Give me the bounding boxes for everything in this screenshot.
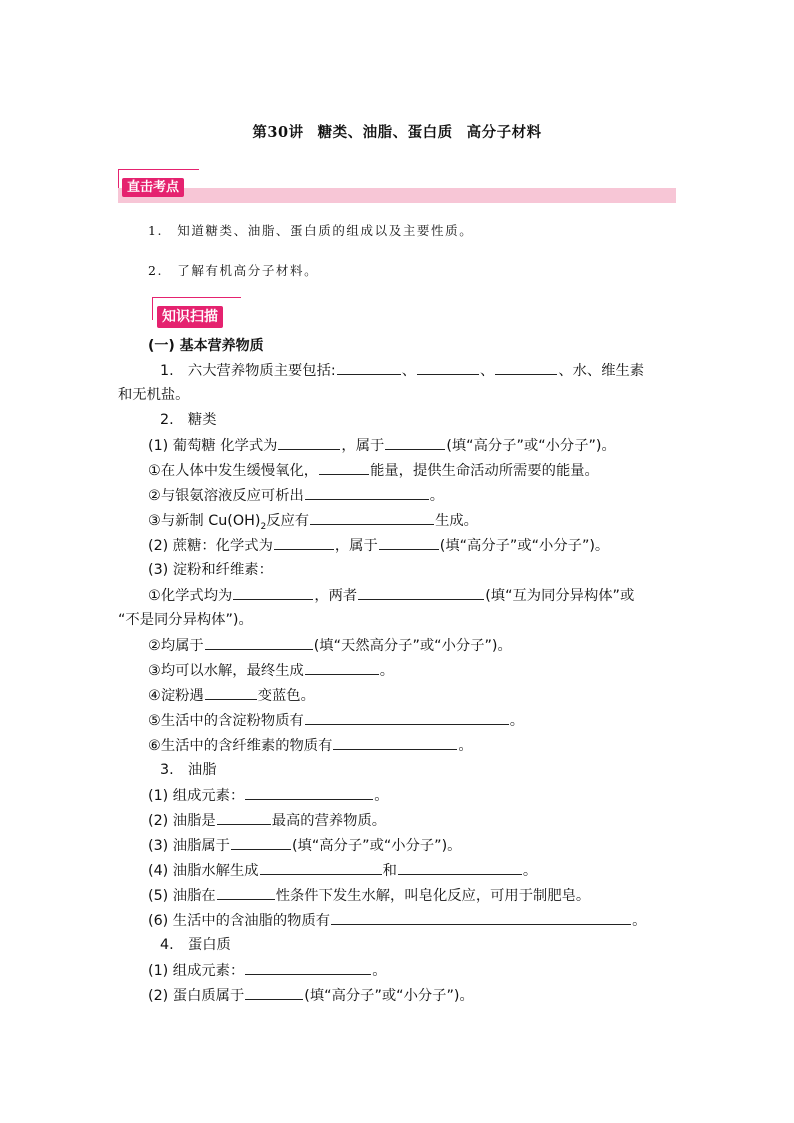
objective-item-2: 2. 了解有机高分子材料。 bbox=[148, 263, 319, 278]
objective-item-1: 1. 知道糖类、油脂、蛋白质的组成以及主要性质。 bbox=[148, 223, 474, 238]
fill-blank[interactable] bbox=[217, 810, 271, 825]
text-line bbox=[148, 710, 524, 731]
fill-blank[interactable] bbox=[417, 360, 479, 375]
fill-blank[interactable] bbox=[217, 885, 275, 900]
fill-blank[interactable] bbox=[379, 535, 439, 550]
line-text: 。 bbox=[429, 488, 445, 504]
fill-blank[interactable] bbox=[305, 485, 429, 500]
text-line bbox=[148, 660, 394, 681]
fill-blank[interactable] bbox=[333, 735, 457, 750]
text-line bbox=[148, 835, 461, 856]
fill-blank[interactable] bbox=[245, 985, 303, 1000]
line-text: 。 bbox=[379, 663, 395, 679]
line-text: ③与新制 Cu(OH) bbox=[148, 513, 261, 529]
text-line: 和无机盐。 bbox=[118, 387, 190, 403]
line-text: 、 bbox=[401, 363, 417, 379]
text-line bbox=[148, 635, 512, 656]
line-text: ，两者 bbox=[314, 588, 358, 604]
text-line bbox=[160, 360, 644, 381]
line-text: 性条件下发生水解，叫皂化反应，可用于制肥皂。 bbox=[275, 888, 591, 904]
line-text: ⑤生活中的含淀粉物质有 bbox=[148, 713, 304, 729]
line-text: (6) 生活中的含油脂的物质有 bbox=[148, 913, 331, 929]
line-text: 反应有 bbox=[266, 513, 310, 529]
line-text: ，属于 bbox=[334, 538, 378, 554]
line-text: 。 bbox=[374, 788, 389, 804]
fill-blank[interactable] bbox=[310, 510, 434, 525]
line-text: (填“高分子”或“小分子”)。 bbox=[304, 988, 474, 1004]
line-text: (1) 组成元素： bbox=[148, 788, 245, 804]
text-line bbox=[148, 885, 590, 906]
line-text: ⑥生活中的含纤维素的物质有 bbox=[148, 738, 333, 754]
text-line: 2. 糖类 bbox=[160, 412, 217, 428]
text-line bbox=[148, 535, 609, 556]
fill-blank[interactable] bbox=[495, 360, 557, 375]
fill-blank[interactable] bbox=[233, 585, 313, 600]
fill-blank[interactable] bbox=[274, 535, 334, 550]
fill-blank[interactable] bbox=[260, 860, 382, 875]
line-text: ①化学式均为 bbox=[148, 588, 233, 604]
line-text: 、 bbox=[480, 363, 495, 379]
line-text: 、水、维生素 bbox=[558, 363, 645, 379]
line-text: 。 bbox=[458, 738, 473, 754]
text-line bbox=[148, 585, 634, 606]
text-line bbox=[148, 860, 537, 881]
fill-blank[interactable] bbox=[337, 360, 401, 375]
fill-blank[interactable] bbox=[205, 685, 257, 700]
line-text: (填“高分子”或“小分子”)。 bbox=[439, 538, 610, 554]
line-text: ②均属于 bbox=[148, 638, 204, 654]
line-text: 1. 六大营养物质主要包括: bbox=[160, 363, 336, 379]
fill-blank[interactable] bbox=[245, 960, 371, 975]
fill-blank[interactable] bbox=[331, 910, 631, 925]
section-tag-knowledge-scan: 知识扫描 bbox=[157, 306, 223, 328]
text-line bbox=[148, 460, 599, 481]
line-text: (1) 组成元素： bbox=[148, 963, 245, 979]
title-topic: 糖类、油脂、蛋白质 bbox=[317, 124, 453, 141]
text-line bbox=[148, 810, 386, 831]
line-text: 。 bbox=[509, 713, 525, 729]
line-text: ①在人体中发生缓慢氧化， bbox=[148, 463, 319, 479]
line-text: (2) 油脂是 bbox=[148, 813, 216, 829]
line-text: ③均可以水解，最终生成 bbox=[148, 663, 304, 679]
fill-blank[interactable] bbox=[358, 585, 484, 600]
fill-blank[interactable] bbox=[205, 635, 313, 650]
line-text: 最高的营养物质。 bbox=[271, 813, 387, 829]
section-heading: (一) 基本营养物质 bbox=[148, 338, 264, 354]
line-text: (2) 蔗糖：化学式为 bbox=[148, 538, 273, 554]
line-text: 变蓝色。 bbox=[257, 688, 315, 704]
text-line bbox=[148, 485, 444, 506]
line-text: (4) 油脂水解生成 bbox=[148, 863, 259, 879]
fill-blank[interactable] bbox=[305, 710, 509, 725]
line-text: (填“高分子”或“小分子”)。 bbox=[446, 438, 616, 454]
line-text: 。 bbox=[522, 863, 538, 879]
line-text: (2) 蛋白质属于 bbox=[148, 988, 245, 1004]
subscript: 2 bbox=[260, 521, 267, 532]
text-line bbox=[148, 985, 474, 1006]
fill-blank[interactable] bbox=[385, 435, 445, 450]
line-text: ②与银氨溶液反应可析出 bbox=[148, 488, 304, 504]
text-line bbox=[148, 510, 478, 537]
page-title bbox=[0, 121, 794, 142]
line-text: 。 bbox=[372, 963, 387, 979]
line-text: ④淀粉遇 bbox=[148, 688, 204, 704]
line-text: (3) 油脂属于 bbox=[148, 838, 230, 854]
fill-blank[interactable] bbox=[305, 660, 379, 675]
fill-blank[interactable] bbox=[245, 785, 373, 800]
section-band bbox=[118, 188, 676, 203]
line-text: 和 bbox=[382, 863, 397, 879]
title-subtopic: 高分子材料 bbox=[466, 124, 542, 141]
text-line bbox=[148, 685, 315, 706]
line-text: (1) 葡萄糖 化学式为 bbox=[148, 438, 278, 454]
lecture-number: 第30讲 bbox=[252, 124, 304, 141]
fill-blank[interactable] bbox=[319, 460, 369, 475]
line-text: (5) 油脂在 bbox=[148, 888, 216, 904]
text-line: “不是同分异构体”)。 bbox=[118, 612, 253, 628]
line-text: ，属于 bbox=[341, 438, 385, 454]
section-tag-exam-points: 直击考点 bbox=[122, 178, 184, 197]
text-line bbox=[148, 735, 473, 756]
text-line bbox=[148, 910, 646, 931]
line-text: (填“高分子”或“小分子”)。 bbox=[291, 838, 462, 854]
fill-blank[interactable] bbox=[398, 860, 522, 875]
line-text: 生成。 bbox=[435, 513, 478, 529]
line-text: 能量，提供生命活动所需要的能量。 bbox=[370, 463, 599, 479]
fill-blank[interactable] bbox=[278, 435, 340, 450]
text-line: (3) 淀粉和纤维素： bbox=[148, 562, 273, 578]
text-line: 3. 油脂 bbox=[160, 762, 217, 778]
text-line bbox=[148, 785, 389, 806]
line-text: 。 bbox=[632, 913, 647, 929]
text-line bbox=[148, 435, 616, 456]
fill-blank[interactable] bbox=[231, 835, 291, 850]
line-text: (填“互为同分异构体”或 bbox=[485, 588, 635, 604]
text-line: 4. 蛋白质 bbox=[160, 937, 231, 953]
text-line bbox=[148, 960, 387, 981]
line-text: (填“天然高分子”或“小分子”)。 bbox=[313, 638, 512, 654]
